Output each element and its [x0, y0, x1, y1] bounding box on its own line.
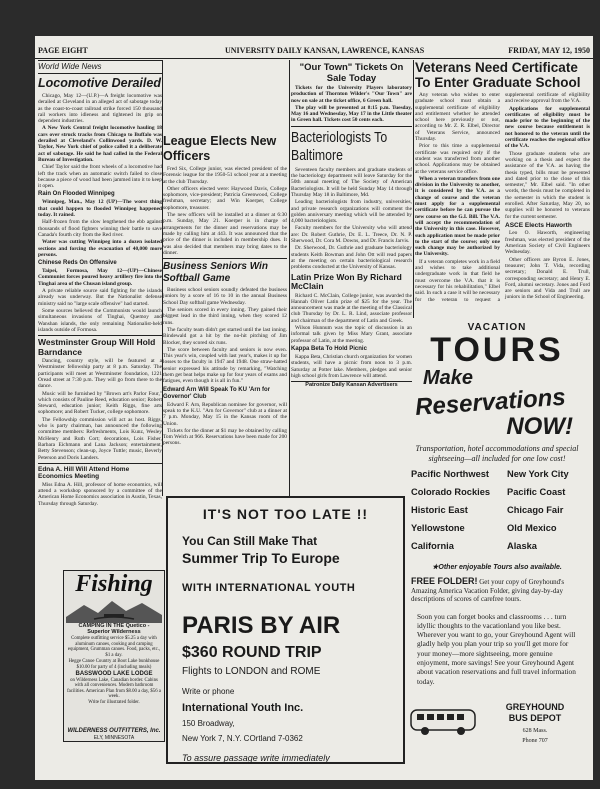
article-text: Prior to this time a supplemental certificate was required only if the student was transferred from another school. Applications may be obtained at the veterans service office.	[415, 143, 500, 175]
article-text: Leo O. Haworth, engineering freshman, was elected president of the American Society of Civil Engineers Wednesday.	[505, 230, 590, 256]
article-text: Music will be furnished by "Brown art's Parlor Four," which consists of Pauline Reed, education senior; Robert Steward, education junior; Keith Riggs, fine arts sophomore; and Robert Tucker, college sophomore.	[38, 390, 162, 416]
patronize-line: Patronize Daily Kansan Advertisers	[291, 381, 412, 388]
paris-price: $360 ROUND TRIP	[182, 644, 322, 661]
fishing-footer-town: ELY, MINNESOTA	[93, 735, 135, 741]
folder-text: Get your copy of Greyhound's Amazing America Vacation Folder, giving day-by-day descriptions of scores of carefree tours.	[411, 578, 565, 603]
paris-assure: To assure passage write immediately	[182, 753, 330, 763]
article-text: Dr. Sherwood, Dr. Guthrie and graduate bacteriology students Keith Bowman and John Ott will read papers at the meeting on certain bacteriological research problems conducted at the University of Kansas.	[291, 245, 412, 271]
destination-item: Old Mexico	[507, 523, 557, 533]
destination-item: Alaska	[507, 541, 537, 551]
tours-other: ★Other enjoyable Tours also available.	[432, 564, 562, 571]
article-text: A New York Central freight locomotive hauling 18 cars over struck tracks from Chicago to Buffalo was derailed at Cleveland's Collinwood yards. D. W. Taylor, New York chief of police called it a deliberate act of sabotage. He said he had called in the Federal Bureau of Investigation.	[38, 125, 162, 163]
fishing-body: Complete outfitting service $5.25 a day with aluminum canoes, cooking and camping equipment, Grumman canoes. Food, packs, etc., $1 a day.	[67, 636, 161, 658]
paris-title: PARIS BY AIR	[182, 612, 341, 639]
depot-address: 628 Mass.	[522, 728, 548, 734]
article-text: Taipei, Formosa, May 12—(UP)—Chinese Communist forces poured heavy artillery fire into the Tinghai area of the Chusan island group.	[38, 268, 162, 287]
headline-latin: Latin Prize Won By Richard McClain	[291, 271, 402, 292]
subhead-reds: Chinese Reds On Offensive	[38, 260, 117, 267]
article-text: Chief Taylor said the front wheels of a locomotive had left the track when an automatic switch failed to close because a piece of wood had been jammed into it to keep it open.	[38, 164, 162, 190]
paris-by-air-ad	[166, 496, 405, 764]
column-world-news	[38, 60, 162, 570]
masthead	[35, 44, 593, 59]
fishing-body: Hegge Canoe Country at Boot Lake bunkhouse $10.00 for party of 4 (including meals)	[68, 659, 160, 670]
headline-veterans: Veterans Need Certificate To Enter Graduate School	[415, 60, 581, 90]
article-text: If a veteran completes work in a field and wishes to take additional undergraduate work in that field he must overcome the V.A. that it is necessary for his rehabilitation," Elbel said. In such a case it will be necessary for the veteran to request a supplemental certificate of eligibility and receive approval from the V.A.	[415, 92, 590, 303]
headline-bacteriologists: Bacteriologists To Baltimore	[291, 128, 388, 164]
fishing-body: on Wilderness Lake, Canadian border. Cabins with all conveniences. Modern bathroom facilities. American Plan from $8.00 a day, $56 a week.	[67, 677, 161, 700]
article-text: Richard C. McClain, College junior, was awarded the Hannah Oliver Latin prize of $25 for the year. The announcement was made at the meeting of the Classical club Thursday by Dr. L. R. Lind, associate professor and chairman of the department of Latin and Greek.	[291, 292, 412, 324]
folder-heading: FREE FOLDER!	[411, 576, 478, 586]
column-veterans	[415, 60, 590, 316]
tours-title: TOURS	[430, 331, 564, 369]
article-text: Applications for supplemental certificates of eligibility must be made prior to the beginning of the new course because entitlement is not honored to the veteran until the certificate reaches the regional office of the V.A.	[505, 105, 590, 150]
greyhound-tours-ad	[405, 318, 589, 758]
article-text: Half-frozen from the slow lengthened the ebb against thousands of flood fighters winning their battle to save Canada's fourth city from the Red river.	[38, 219, 162, 238]
article-text: Water was cutting Winnipeg into a dozen isolated sections and forcing the evacuation of 40,000 more persons.	[38, 239, 162, 258]
article-text: A private reliable source said fighting for the islands already was underway. But the Nationalist defense ministry said no "large scale offensive" had started.	[38, 288, 162, 307]
article-text: The play will be presented at 8:15 p.m. Tuesday, May 16 and Wednesday, May 17 in the Little theater in Green hall. Tickets cost 50 cents each.	[291, 104, 412, 124]
paris-org: International Youth Inc.	[182, 702, 304, 714]
article-text: Chicago, May 12—(U.P.)—A freight locomotive was derailed at Cleveland in an alleged act of sabotage today as the coast-to-coast railroad strike forced 150 thousand rail workers into idleness and tightened its grip on dependent industries.	[38, 93, 162, 125]
fishing-body: Write for illustrated folder.	[88, 699, 140, 705]
page-number: PAGE EIGHT	[38, 46, 88, 55]
paris-with: WITH INTERNATIONAL YOUTH	[182, 582, 356, 594]
article-text: Fred Six, College junior, was elected president of the Forensic league for the 1950-51 school year at a meeting at the club Thursday.	[163, 166, 287, 185]
bus-icon	[409, 704, 479, 738]
destination-item: New York City	[507, 469, 569, 479]
article-text: The Fellowship commission will act as host. Riggs, who is party chairman, has announced the following committee members: Refreshments, Lois Kunz, Wesley McHenry and Ruth Cort; decorations, Lois Fisher, Barbara Eichmann and Lana Jackson; entertainment, Betty Stevenson; clean-up, Joyce Tuttle; music, Beverly Peterson and Doris Landers.	[38, 416, 162, 461]
tours-destinations	[411, 469, 583, 561]
headline-league: League Elects New Officers	[163, 134, 277, 163]
tours-soon: Soon you can forget books and classrooms . . . turn idyllic thoughts to the vacationland you like best. Wherever you want to go, your Greyhound Agent will gladly help you plan your trip so you'll get more for your money—more sightseeing, more genuine enjoyment, more savings! See your Greyhound Agent about vacation reservations and full travel information today.	[417, 611, 576, 686]
article-text: The new officers will be installed at a dinner at 6:30 p.m. Sunday, May 21. Koerper is in charge of arrangements for the dinner and reservations may be made by calling him at 443. It was announced that the price of the dinner is included in membership dues. It was also decided that members may bring dates to the dinner.	[163, 212, 287, 256]
tours-transport: Transportation, hotel accommodations and special sightseeing—all included for one low cost!	[415, 444, 579, 463]
article-text: Edward F. Arn, Republican nominee for governor, will speak to the K.U. "Arn for Governor" club at a dinner at 7 p.m. Monday, May 15 in the Kansas room of the Union.	[163, 401, 287, 427]
newspaper-page	[35, 36, 593, 780]
article-text: The faculty team didn't get started until the last inning. Bindewald got a hit by the no-hit pitching of Jim Blocker, they scored six runs.	[163, 326, 287, 346]
paris-write: Write or phone	[182, 687, 235, 696]
paris-summer: Summer Trip To Europe	[182, 550, 340, 566]
destination-item: California	[411, 541, 454, 551]
paris-make: You Can Still Make That	[182, 534, 318, 548]
article-text: Seventeen faculty members and graduate students of the bacteriology department will leave Saturday for the 50th annual meeting of The Society of American Bacteriologists. It will be held Sunday May 14 through Thursday May 18 in Baltimore, Md.	[291, 166, 412, 198]
paris-flights: Flights to LONDON and ROME	[182, 666, 321, 677]
column-three	[291, 60, 412, 524]
article-text: Faculty members for the University who will attend are: Dr. Robert Guthrie, Dr. E. L. Treece, Dr. N. P. Sherwood, Dr. Cora M. Downs, and Dr. Francis Jarvis.	[291, 225, 412, 245]
subhead-rain: Rain On Flooded Winnipeg	[38, 191, 115, 198]
headline-locomotive: Locomotive Derailed	[38, 76, 161, 90]
headline-asce: ASCE Elects Haworth	[505, 221, 572, 229]
destination-item: Colorado Rockies	[411, 487, 491, 497]
depot-name-2: BUS DEPOT	[508, 713, 562, 723]
headline-our-town: "Our Town" Tickets On Sale Today	[299, 62, 404, 84]
fishing-ad	[63, 570, 165, 742]
paris-address: 150 Broadway,	[182, 719, 235, 728]
fishing-title: Fishing	[75, 571, 153, 597]
article-text: Kappa Beta, Christian church organization for women students, will have a picnic from noon to 3 p.m. Saturday at Potter lake. Members, pledges and senior high school girls from Lawrence will attend.	[291, 353, 412, 379]
article-text: Some sources believed the Communists would launch simultaneous invasions of Tinghai, Quemoy and Wanshan islands, the only remaining Nationalist-held islands outside of Formosa.	[38, 307, 162, 333]
fishing-sub: CAMPING IN THE Quetico - Superior Wilderness	[78, 623, 150, 635]
tours-vacation: VACATION	[467, 322, 527, 333]
headline-home-ec: Edna A. Hill Will Attend Home Economics Meeting	[38, 465, 130, 481]
tours-now: NOW!	[506, 413, 573, 440]
article-text: The score between faculty and seniors is now even. This year's win, coupled with last year's, makes it up for losses to the faculty in 1947 and 1948. One straw-hatted senior expressed his attitude by remarking, "Watching them get beat helps make up for four years of exams and fatigues, even though it is all in fun."	[163, 346, 287, 385]
article-text: Other officers elected were: Haywood Davis, College sophomore, vice-president; Patricia Greenwood, College freshman, secretary; and Win Koerper, College sophomore, treasurer.	[163, 185, 287, 211]
article-text: Dancing, country style, will be featured at a Westminster fellowship party at 8 p.m. Saturday. The participants will meet at Westminster foundation, 1221 Oread street at 7:30 p.m. They will go from there to the dance.	[38, 358, 162, 390]
article-text: The seniors scored in every inning. They gained their biggest lead in the third inning, when they scored 12 runs.	[163, 307, 287, 326]
article-text: Miss Edna A. Hill, professor of home economics, will attend a workshop sponsored by a committee of the American Home Economics association in Austin, Texas, Thursday through Saturday.	[38, 481, 162, 507]
article-text: Any veteran who wishes to enter graduate school must obtain a supplemental certificate of eligibility and entitlement whether he attended school here previously or not, according to Mr. Z. R. Elbel, Director of Veterans Service, announced Thursday.	[415, 92, 500, 143]
tours-make: Make	[423, 367, 474, 389]
article-text: Wilson Hunnum was the topic of discussion in an informal talk given by Miss Mary Grant, associate professor of Latin, at the meeting.	[291, 325, 412, 344]
article-text: When a veteran transfers from one division in the University to another, it is considered by the V.A. as a change of course and the veteran must apply for a supplemental certificate before he can pursue the new course on the G.I. Bill. The V.A. will accept the recommendation of the University in this case. However, such application must be made prior to the start of the course; only one such change may be authorized by the University.	[415, 175, 500, 258]
fishing-footer: WILDERNESS OUTFITTERS, Inc.	[67, 728, 161, 734]
issue-date: FRIDAY, MAY 12, 1950	[508, 46, 590, 55]
headline-arn: Edward Arn Will Speak To KU 'Arn for Governor' Club	[163, 386, 271, 400]
paris-too-late: IT'S NOT TOO LATE !!	[202, 506, 369, 522]
destination-item: Yellowstone	[411, 523, 465, 533]
article-text: Other officers are Byron E. Jones, treasurer; John T. Vida, recording secretary; Donald E. Trull, corresponding secretary; and Henry E. Ford, alumni secretary. Jones and Ford are seniors and Vida and Trull are juniors in the School of Engineering.	[505, 256, 590, 301]
tours-reservations: Reservations	[414, 383, 567, 422]
destination-item: Pacific Northwest	[411, 469, 490, 479]
fishing-lodge: BASSWOOD LAKE LODGE	[75, 670, 153, 677]
headline-westminster: Westminster Group Will Hold Barndance	[38, 337, 156, 357]
article-text: Winnipeg, Man., May 12 (UP)—The worst thing that could happen to flooded Winnipeg happened today. It rained.	[38, 199, 162, 219]
fishing-illustration	[64, 597, 164, 623]
headline-business: Business Seniors Win Softball Game	[163, 261, 268, 285]
depot-name-1: GREYHOUND	[505, 702, 565, 712]
article-text: Business school seniors soundly defeated the business juniors by a score of 16 to 10 in the annual Business School Day softball game Wednesday.	[163, 287, 287, 306]
destination-item: Chicago Fair	[507, 505, 564, 515]
paper-name: UNIVERSITY DAILY KANSAN, LAWRENCE, KANSAS	[225, 46, 425, 55]
article-text: Tickets for the University Players laboratory production of Thornton Wilder's "Our Town" are now on sale at the ticket office, 6 Green hall.	[291, 85, 412, 104]
destination-item: Historic East	[411, 505, 468, 515]
headline-kappa: Kappa Beta To Hold Picnic	[291, 345, 367, 352]
article-text: Tickets for the dinner at $1 may be obtained by calling Tom Welch at 966. Reservations have been made for 200 persons.	[163, 427, 287, 447]
column-two	[163, 134, 287, 526]
section-label: World Wide News	[38, 60, 162, 74]
depot-phone: Phone 707	[522, 738, 548, 744]
article-text: Leading bacteriologists from industry, universities, and private research organizations will comment the golden anniversary meeting which will be attended by 4,000 bacteriologists.	[291, 199, 412, 225]
destination-item: Pacific Coast	[507, 487, 566, 497]
paris-city: New York 7, N.Y. COrtland 7-0362	[182, 734, 303, 743]
article-text: Those graduate students who are working on a thesis and expect the assistance of the V.A. as having the thesis typed, bills must be presented and dated prior to the close of this semester," Mr. Elbel said. "In other words, the thesis must be completed in the semester in which the student is enrolled. After Saturday, May 20, no supplies will be honored to veterans for the current semester.	[505, 150, 590, 220]
tours-folder	[405, 577, 589, 604]
